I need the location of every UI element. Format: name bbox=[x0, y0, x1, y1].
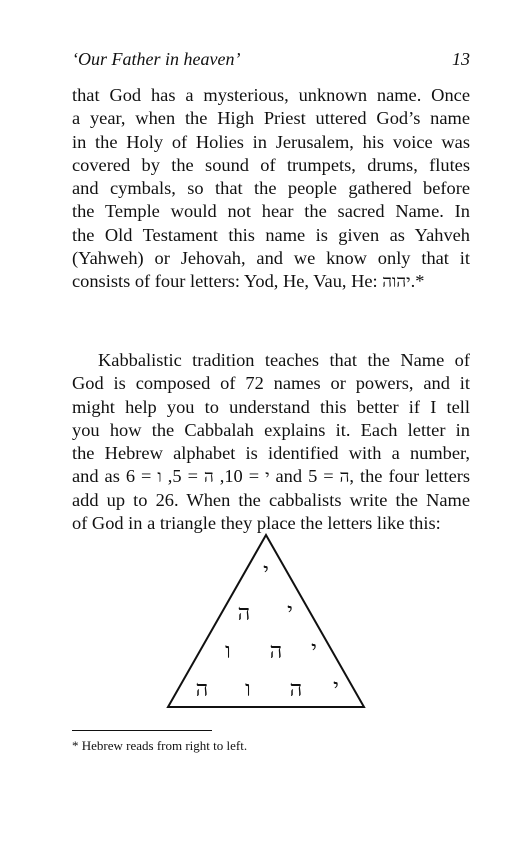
text-line: the Hebrew alphabet is identified with a number, bbox=[72, 443, 470, 464]
footnote: * Hebrew reads from right to left. bbox=[72, 738, 248, 753]
triangle-letter-vau: ו bbox=[245, 677, 251, 702]
text-fragment: and as bbox=[72, 466, 126, 487]
triangle-letter-yod: י bbox=[287, 599, 293, 624]
triangle-letter-he: ה bbox=[237, 601, 251, 626]
text-line-last bbox=[72, 270, 470, 293]
triangle-letter-he: ה bbox=[269, 639, 283, 664]
text-line: God is composed of 72 names or powers, and it bbox=[72, 373, 470, 394]
footnote-marker: .* bbox=[410, 271, 425, 292]
hebrew-he: ה bbox=[203, 467, 214, 488]
running-head bbox=[72, 46, 470, 72]
text-fragment: consists of four letters: Yod, He, Vau, He: bbox=[72, 271, 383, 292]
hebrew-vau: ו bbox=[157, 467, 162, 488]
text-line: add up to 26. When the cabbalists write the Name bbox=[72, 489, 470, 510]
text-line: in the Holy of Holies in Jerusalem, his voice was bbox=[72, 131, 470, 152]
text-fragment: = 5, bbox=[161, 466, 204, 487]
tetragrammaton-triangle bbox=[166, 533, 366, 709]
triangle-letter-yod: י bbox=[263, 559, 269, 584]
footnote-rule bbox=[72, 730, 212, 731]
text-line: you how the Cabbalah explains it. Each letter in bbox=[72, 419, 470, 440]
hebrew-tetragrammaton: יהוה bbox=[382, 272, 411, 293]
triangle-letter-yod: י bbox=[311, 637, 317, 662]
page-number: 13 bbox=[452, 49, 470, 69]
text-fragment: = 6 and bbox=[125, 466, 309, 487]
text-line: and cymbals, so that the people gathered before bbox=[72, 178, 470, 199]
hebrew-yod: י bbox=[265, 467, 270, 488]
text-line: covered by the sound of trumpets, drums, flutes bbox=[72, 154, 470, 175]
text-fragment: = 5, the four letters bbox=[308, 466, 471, 487]
paragraph-2 bbox=[72, 349, 470, 535]
text-line-last: of God in a triangle they place the letters like this: bbox=[72, 513, 441, 534]
hebrew-he: ה bbox=[339, 467, 350, 488]
text-fragment: = 10, bbox=[213, 466, 266, 487]
equation-line bbox=[72, 465, 470, 488]
text-line: the Temple would not hear the sacred Name. In bbox=[72, 201, 470, 222]
text-line: the Old Testament this name is given as Yahveh bbox=[72, 224, 470, 245]
text-line: that God has a mysterious, unknown name. Once bbox=[72, 85, 470, 105]
running-title: ‘Our Father in heaven’ bbox=[72, 49, 241, 69]
triangle-letter-he: ה bbox=[289, 677, 303, 702]
text-line: Kabbalistic tradition teaches that the Name of bbox=[98, 350, 470, 370]
triangle-letter-yod: י bbox=[333, 675, 339, 700]
text-line: (Yahweh) or Jehovah, and we know only that it bbox=[72, 248, 470, 269]
paragraph-1 bbox=[72, 84, 470, 294]
text-line: might help you to understand this better if I tell bbox=[72, 396, 470, 417]
text-line: a year, when the High Priest uttered God’s name bbox=[72, 108, 470, 129]
triangle-letter-he: ה bbox=[195, 677, 209, 702]
triangle-letter-vau: ו bbox=[225, 639, 231, 664]
